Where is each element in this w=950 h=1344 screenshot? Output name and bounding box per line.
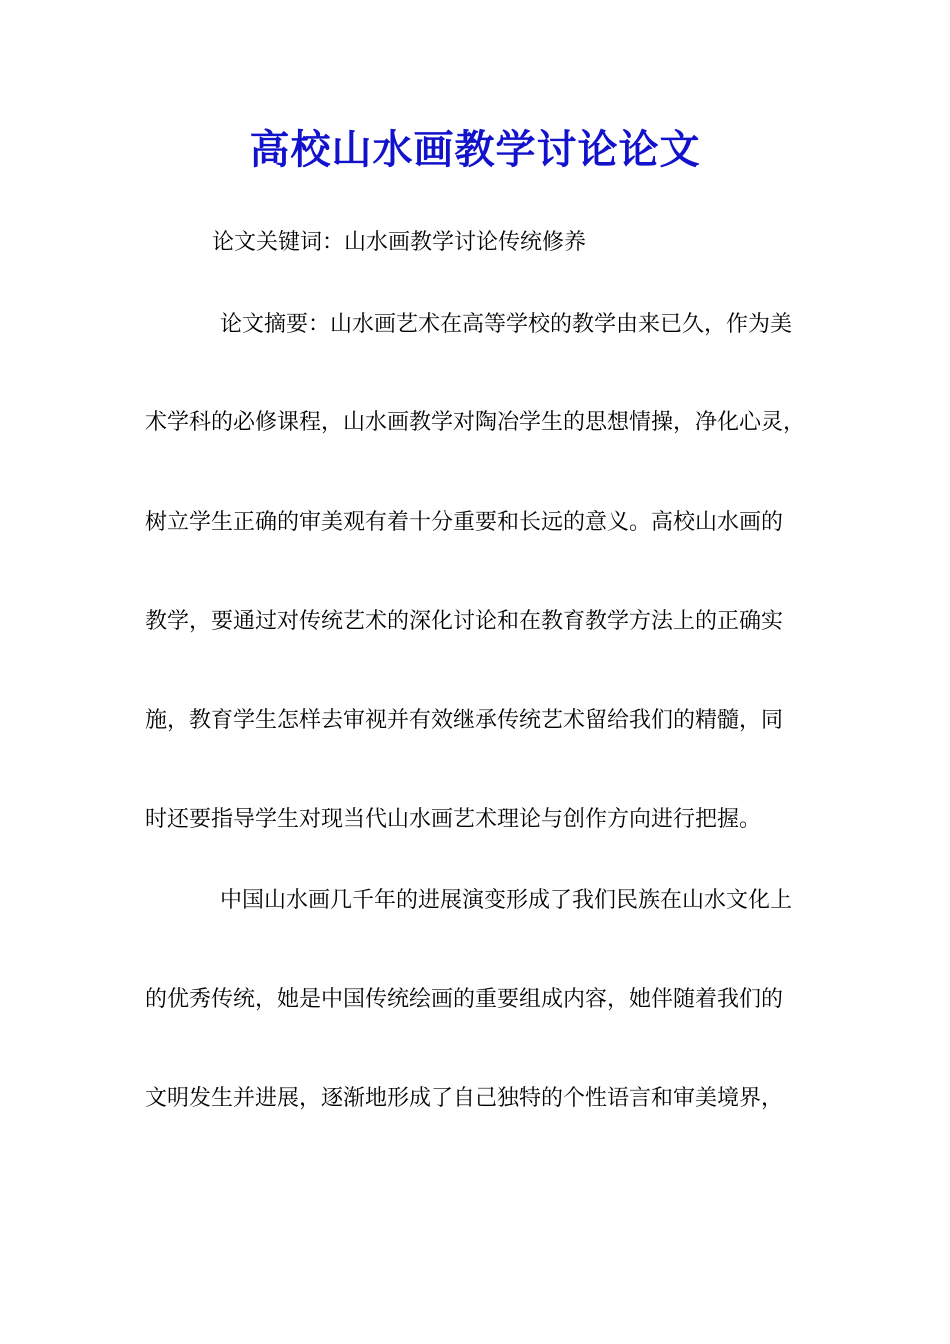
abstract-line-4: 教学，要通过对传统艺术的深化讨论和在教育教学方法上的正确实 [145,609,784,634]
keywords-line: 论文关键词：山水画教学讨论传统修养 [212,230,587,255]
abstract-line-5: 施，教育学生怎样去审视并有效继承传统艺术留给我们的精髓，同 [145,708,784,733]
body-line-1: 中国山水画几千年的进展演变形成了我们民族在山水文化上 [220,888,793,913]
body-line-3: 文明发生并进展，逐渐地形成了自己独特的个性语言和审美境界， [145,1086,784,1111]
body-line-2: 的优秀传统，她是中国传统绘画的重要组成内容，她伴随着我们的 [145,987,784,1012]
abstract-line-2: 术学科的必修课程，山水画教学对陶冶学生的思想情操，净化心灵， [145,410,806,435]
abstract-line-3: 树立学生正确的审美观有着十分重要和长远的意义。高校山水画的 [145,510,784,535]
document-title: 高校山水画教学讨论论文 [249,126,701,173]
abstract-line-1: 论文摘要：山水画艺术在高等学校的教学由来已久，作为美 [220,312,793,337]
abstract-line-6: 时还要指导学生对现当代山水画艺术理论与创作方向进行把握。 [145,807,762,832]
